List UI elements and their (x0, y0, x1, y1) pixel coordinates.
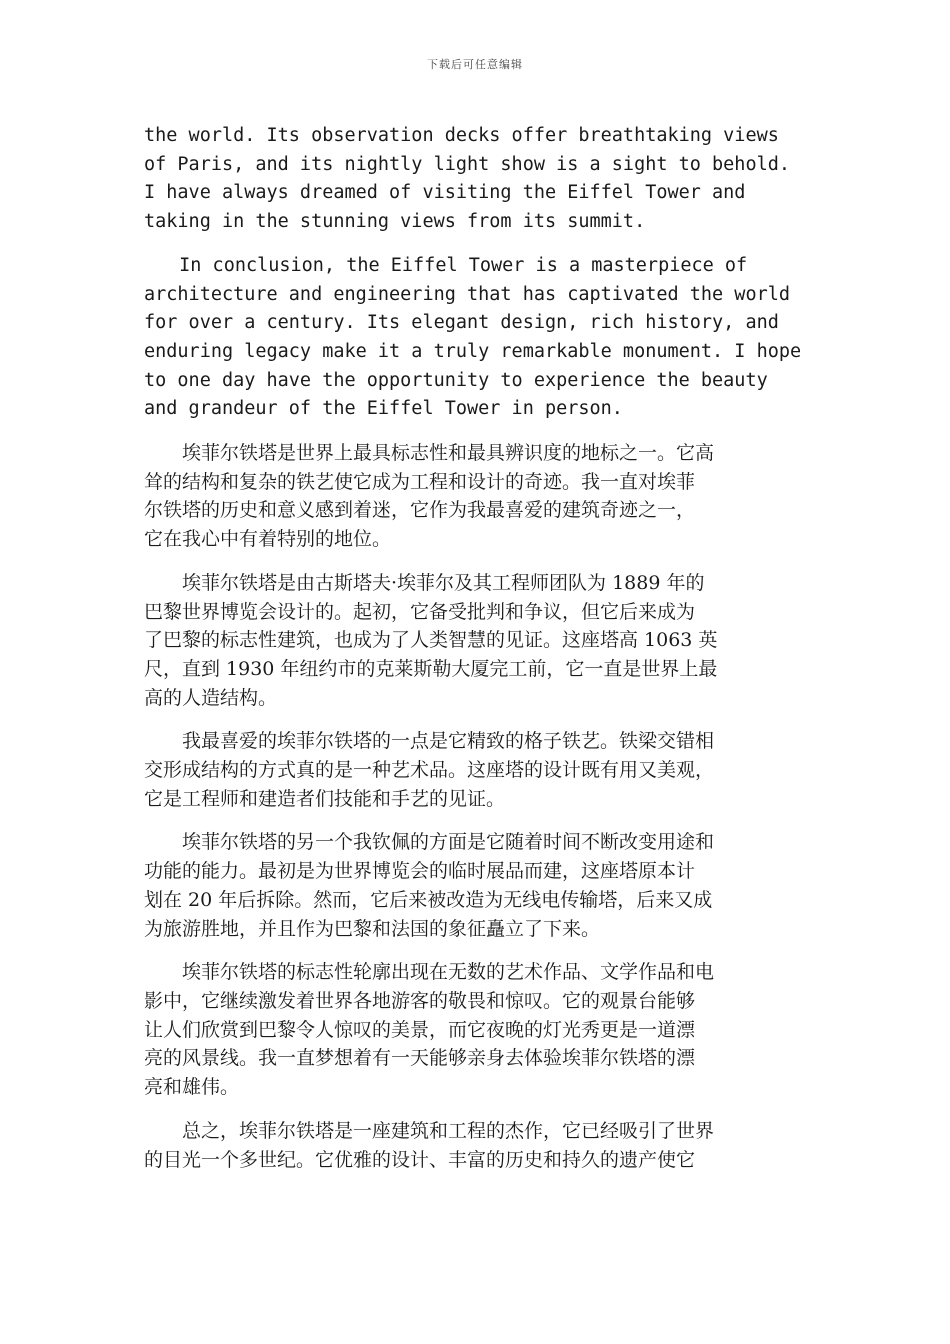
english-paragraph-conclusion: In conclusion, the Eiffel Tower is a masterpiece of architecture and engineering that has captivated the world for over a century. Its elegant design, rich history, and enduring legacy make it a truly remarkable monument. I hope to one day have the opportunity to experience the beauty and grandeur of the Eiffel Tower in person. (144, 254, 802, 420)
chinese-paragraph-ironwork: 我最喜爱的埃菲尔铁塔的一点是它精致的格子铁艺。铁梁交错相 交形成结构的方式真的是一种艺术品。这座塔的设计既有用又美观， 它是工程师和建造者们技能和手艺的见证。 (144, 730, 715, 810)
chinese-paragraph-adaptability: 埃菲尔铁塔的另一个我钦佩的方面是它随着时间不断改变用途和 功能的能力。最初是为世界博览会的临时展品而建，这座塔原本计 划在 20 年后拆除。然而，它后来被改造为无线电传输塔，后来又成 为旅游胜地，并且作为巴黎和法国的象征矗立了下来。 (144, 831, 715, 940)
chinese-paragraph-conclusion: 总之，埃菲尔铁塔是一座建筑和工程的杰作，它已经吸引了世界 的目光一个多世纪。它优雅的设计、丰富的历史和持久的遗产使它 (144, 1119, 715, 1171)
chinese-paragraph-silhouette: 埃菲尔铁塔的标志性轮廓出现在无数的艺术作品、文学作品和电 影中，它继续激发着世界各地游客的敬畏和惊叹。它的观景台能够 让人们欣赏到巴黎令人惊叹的美景，而它夜晚的灯光秀更是一道漂 亮的风景线。我一直梦想着有一天能够亲身去体验埃菲尔铁塔的漂 亮和雄伟。 (144, 961, 715, 1099)
page-header: 下载后可任意编辑 (427, 58, 523, 71)
chinese-paragraph-intro: 埃菲尔铁塔是世界上最具标志性和最具辨识度的地标之一。它高 耸的结构和复杂的铁艺使它成为工程和设计的奇迹。我一直对埃菲 尔铁塔的历史和意义感到着迷，它作为我最喜爱的建筑奇迹之一， 它在我心中有着特别的地位。 (144, 442, 715, 551)
document-body (144, 122, 808, 1174)
english-paragraph-continuation: the world. Its observation decks offer breathtaking views of Paris, and its nightly light show is a sight to behold. I have always dreamed of visiting the Eiffel Tower and taking in the stunning views from its summit. (144, 125, 791, 233)
chinese-paragraph-history: 埃菲尔铁塔是由古斯塔夫·埃菲尔及其工程师团队为 1889 年的 巴黎世界博览会设计的。起初，它备受批判和争议，但它后来成为 了巴黎的标志性建筑，也成为了人类智慧的见证。这座塔高 1063 英 尺，直到 1930 年纽约市的克莱斯勒大厦完工前，它一直是世界上最 高的人造结构。 (144, 571, 718, 709)
